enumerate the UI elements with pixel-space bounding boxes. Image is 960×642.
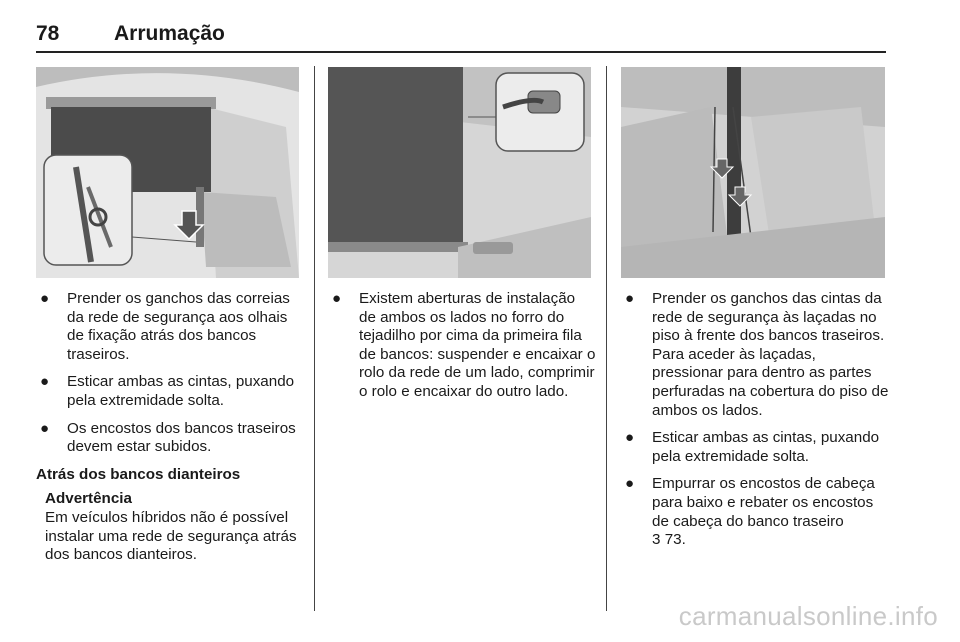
warning-title: Advertência: [45, 490, 132, 508]
list-item: ● Esticar ambas as cintas, puxando pela extremidade solta.: [625, 429, 880, 465]
list-item: ● Os encostos dos bancos traseiros devem estar subidos.: [40, 419, 296, 456]
section-heading: Atrás dos bancos dianteiros: [36, 465, 241, 483]
page-title: Arrumação: [114, 22, 225, 45]
list-item: ● Empurrar os encostos de cabeça para baixo e rebater os encostos de cabeça do banco traseiro 3 73.: [625, 475, 875, 549]
warning-box: [36, 490, 304, 564]
figure-net-floor-loops: [621, 67, 885, 278]
bullet-icon: ●: [625, 475, 635, 493]
figure-net-headliner: [328, 67, 591, 278]
bullet-icon: ●: [625, 429, 635, 447]
header-rule: [36, 51, 886, 53]
list-item: ● Prender os ganchos das correias da rede de segurança aos olhais de fixação atrás dos bancos traseiros.: [40, 290, 290, 363]
bullet-icon: ●: [40, 419, 50, 437]
warning-text: Em veículos híbridos não é possível instalar uma rede de segurança atrás dos bancos dianteiros.: [45, 508, 297, 564]
column-2: [328, 290, 596, 411]
list-item: ● Existem aberturas de instalação de ambos os lados no forro do tejadilho por cima da primeira fila de bancos: suspender e encaixar o rolo da rede de um lado, comprimir o rolo e encaixar do outro lado.: [332, 290, 596, 400]
column-divider-2: [606, 66, 607, 611]
figure-net-rear-seats: [36, 67, 299, 278]
watermark: carmanualsonline.info: [678, 601, 938, 631]
bullet-icon: ●: [40, 290, 50, 307]
page-reference-icon: 3: [652, 531, 661, 549]
list-item: ● Prender os ganchos das cintas da rede de segurança às laçadas no piso à frente dos bancos traseiros. Para aceder às laçadas, pressionar para dentro as partes perfuradas na cobertura do piso de ambos os lados.: [625, 290, 889, 419]
page-number: 78: [36, 22, 60, 45]
column-3: [621, 290, 889, 559]
page-reference[interactable]: 73.: [664, 531, 686, 549]
column-1: [36, 290, 304, 565]
bullet-icon: ●: [40, 373, 50, 391]
list-item: ● Esticar ambas as cintas, puxando pela extremidade solta.: [40, 373, 295, 409]
bullet-icon: ●: [332, 290, 342, 307]
column-divider-1: [314, 66, 315, 611]
bullet-icon: ●: [625, 290, 635, 307]
